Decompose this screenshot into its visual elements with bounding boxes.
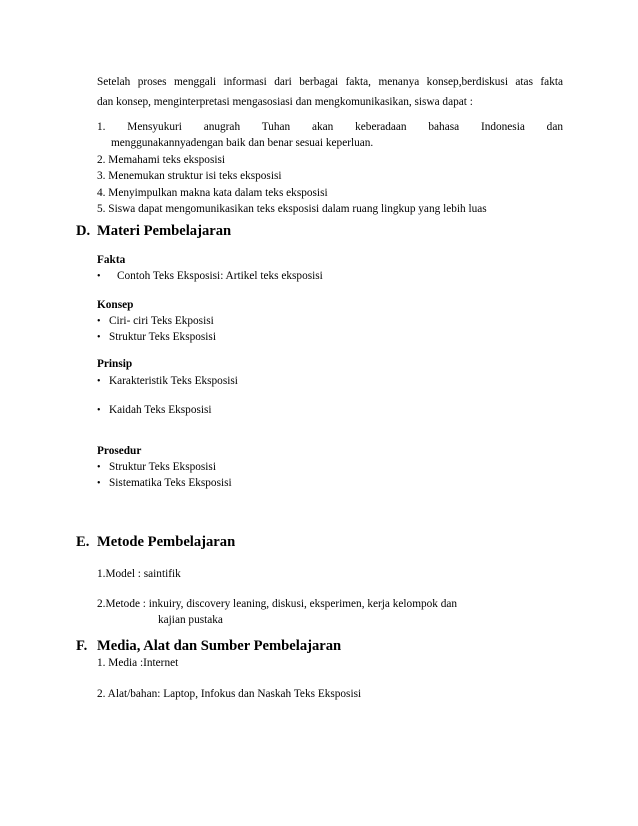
metode-line-1: 2.Metode : inkuiry, discovery leaning, diskusi, eksperimen, kerja kelompok dan <box>97 598 458 610</box>
objective-3: 3. Menemukan struktur isi teks eksposisi <box>97 170 282 182</box>
prosedur-item-1: • Struktur Teks Eksposisi <box>97 461 216 473</box>
objective-5: 5. Siswa dapat mengomunikasikan teks eksposisi dalam ruang lingkup yang lebih luas <box>97 203 487 215</box>
model-line: 1.Model : saintifik <box>97 568 181 580</box>
bullet-icon: • <box>97 332 101 343</box>
bullet-icon: • <box>97 271 101 282</box>
media-item-1: 1. Media :Internet <box>97 657 179 669</box>
media-item-2: 2. Alat/bahan: Laptop, Infokus dan Naskah Teks Eksposisi <box>97 688 362 700</box>
konsep-item-1: • Ciri- ciri Teks Ekposisi <box>97 315 214 327</box>
metode-line-2: kajian pustaka <box>158 614 223 626</box>
fakta-item-1: • Contoh Teks Eksposisi: Artikel teks eksposisi <box>97 270 323 282</box>
section-d-title: Materi Pembelajaran <box>97 223 232 239</box>
prosedur-item-2: • Sistematika Teks Eksposisi <box>97 477 232 489</box>
objective-1-line-1: 1. Mensyukuri anugrah Tuhan akan keberadaan bahasa Indonesia dan <box>97 121 563 133</box>
section-e-title: Metode Pembelajaran <box>97 534 236 550</box>
section-f-letter: F. <box>76 638 88 654</box>
fakta-label: Fakta <box>97 254 126 266</box>
konsep-item-2: • Struktur Teks Eksposisi <box>97 331 216 343</box>
objective-2: 2. Memahami teks eksposisi <box>97 154 226 166</box>
bullet-icon: • <box>97 478 101 489</box>
section-e-letter: E. <box>76 534 90 550</box>
konsep-label: Konsep <box>97 299 134 311</box>
prosedur-label: Prosedur <box>97 445 142 457</box>
bullet-icon: • <box>97 462 101 473</box>
prinsip-item-1: • Karakteristik Teks Eksposisi <box>97 375 238 387</box>
prinsip-item-2: • Kaidah Teks Eksposisi <box>97 404 212 416</box>
prinsip-label: Prinsip <box>97 358 133 370</box>
section-d-letter: D. <box>76 223 91 239</box>
intro-line-2: dan konsep, menginterpretasi mengasosiasi dan mengkomunikasikan, siswa dapat : <box>97 96 473 108</box>
bullet-icon: • <box>97 316 101 327</box>
bullet-icon: • <box>97 376 101 387</box>
objective-4: 4. Menyimpulkan makna kata dalam teks eksposisi <box>97 187 328 199</box>
intro-line-1: Setelah proses menggali informasi dari berbagai fakta, menanya konsep,berdiskusi atas fakta <box>97 76 563 88</box>
section-f-title: Media, Alat dan Sumber Pembelajaran <box>97 638 342 654</box>
objective-1-line-2: menggunakannyadengan baik dan benar sesuai keperluan. <box>111 137 374 149</box>
bullet-icon: • <box>97 405 101 416</box>
